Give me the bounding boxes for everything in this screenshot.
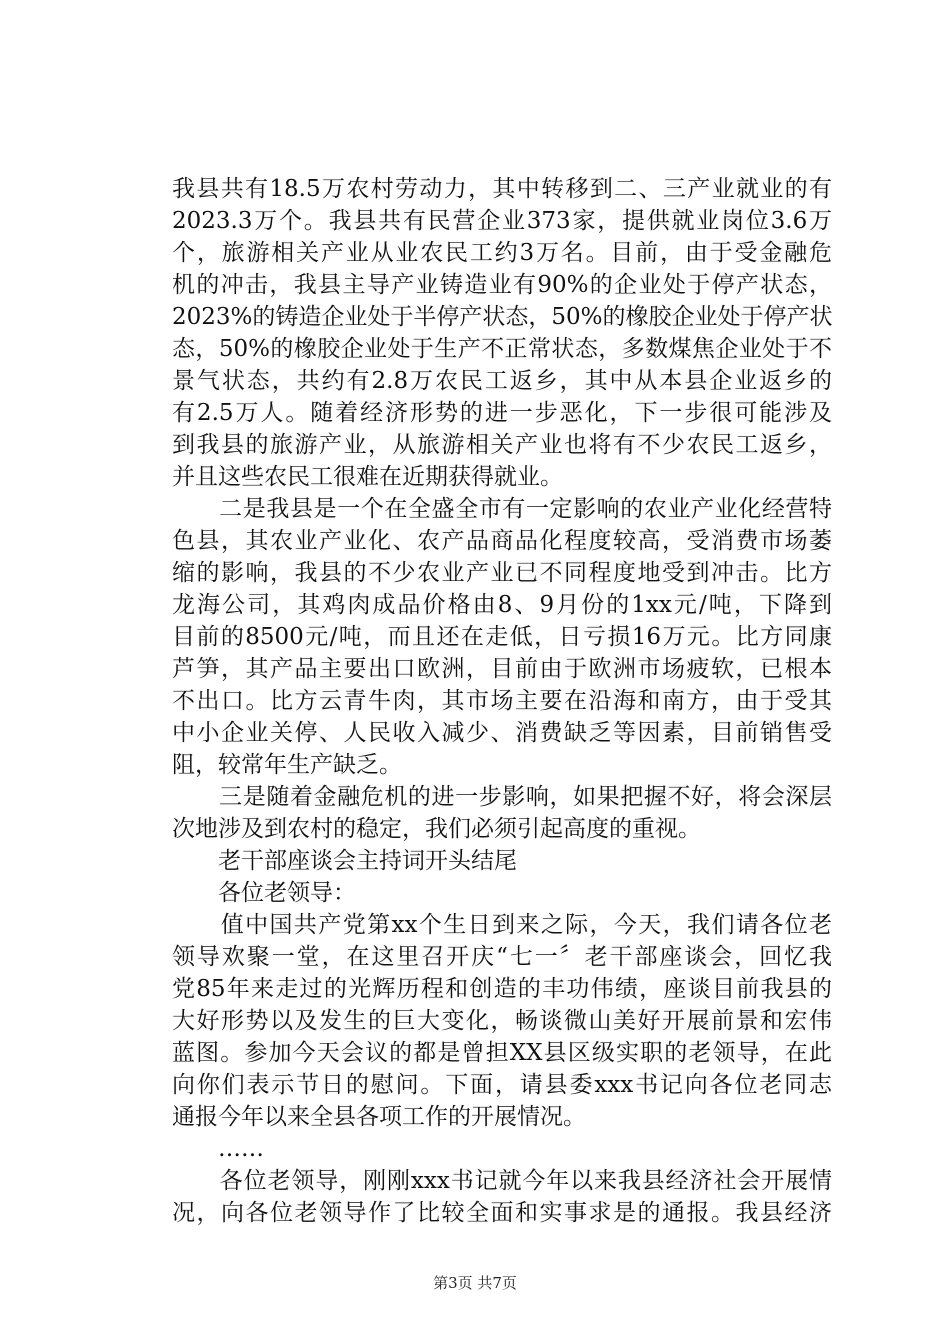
text-line: 各位老领导，刚刚xxx书记就今年以来我县经济社会开展情 xyxy=(172,1168,832,1194)
text-line: 态，50%的橡胶企业处于生产不正常状态，多数煤焦企业处于不 xyxy=(172,336,832,362)
text-line: 中小企业关停、人民收入减少、消费缺乏等因素，目前销售受 xyxy=(172,720,832,746)
text-line: 2023.3万个。我县共有民营企业373家，提供就业岗位3.6万 xyxy=(172,208,832,234)
text-line: 值中国共产党第xx个生日到来之际，今天，我们请各位老 xyxy=(172,912,832,938)
text-line: 目前的8500元/吨，而且还在走低，日亏损16万元。比方同康 xyxy=(172,624,832,650)
text-line: 通报今年以来全县各项工作的开展情况。 xyxy=(172,1104,586,1130)
text-line: 并且这些农民工很难在近期获得就业。 xyxy=(172,464,563,490)
text-line: 三是随着金融危机的进一步影响，如果把握不好，将会深层 xyxy=(172,784,832,810)
text-line: 缩的影响，我县的不少农业产业已不同程度地受到冲击。比方 xyxy=(172,560,832,586)
text-line: 不出口。比方云青牛肉，其市场主要在沿海和南方，由于受其 xyxy=(172,688,832,714)
text-line: 领导欢聚一堂，在这里召开庆“七一〞老干部座谈会，回忆我 xyxy=(172,944,832,970)
text-line: 色县，其农业产业化、农产品商品化程度较高，受消费市场萎 xyxy=(172,528,832,554)
text-line: 有2.5万人。随着经济形势的进一步恶化，下一步很可能涉及 xyxy=(172,400,832,426)
text-line: 到我县的旅游产业，从旅游相关产业也将有不少农民工返乡， xyxy=(172,432,832,458)
page-footer: 第3页 共7页 xyxy=(433,1274,517,1292)
text-line: 阻，较常年生产缺乏。 xyxy=(172,752,402,778)
text-line: 蓝图。参加今天会议的都是曾担XX县区级实职的老领导，在此 xyxy=(172,1040,832,1066)
text-line: 机的冲击，我县主导产业铸造业有90%的企业处于停产状态， xyxy=(172,272,832,298)
text-line: 我县共有18.5万农村劳动力，其中转移到二、三产业就业的有 xyxy=(172,176,832,202)
text-line: 向你们表示节日的慰问。下面，请县委xxx书记向各位老同志 xyxy=(172,1072,832,1098)
text-line: 个，旅游相关产业从业农民工约3万名。目前，由于受金融危 xyxy=(172,240,832,266)
text-line: 次地涉及到农村的稳定，我们必须引起高度的重视。 xyxy=(172,816,701,842)
text-line: 各位老领导： xyxy=(172,880,356,906)
text-line: 党85年来走过的光辉历程和创造的丰功伟绩，座谈目前我县的 xyxy=(172,976,832,1002)
document-body xyxy=(172,173,832,1229)
text-line: 况，向各位老领导作了比较全面和实事求是的通报。我县经济 xyxy=(172,1200,832,1226)
text-line: 龙海公司，其鸡肉成品价格由8、9月份的1xx元/吨，下降到 xyxy=(172,592,832,618)
text-line: 二是我县是一个在全盛全市有一定影响的农业产业化经营特 xyxy=(172,496,832,522)
text-line: …… xyxy=(172,1136,264,1162)
text-line: 大好形势以及发生的巨大变化，畅谈微山美好开展前景和宏伟 xyxy=(172,1008,832,1034)
text-line: 芦笋，其产品主要出口欧洲，目前由于欧洲市场疲软，已根本 xyxy=(172,656,832,682)
text-line: 景气状态，共约有2.8万农民工返乡，其中从本县企业返乡的 xyxy=(172,368,832,394)
text-line: 老干部座谈会主持词开头结尾 xyxy=(172,848,517,874)
text-line: 2023%的铸造企业处于半停产状态，50%的橡胶企业处于停产状 xyxy=(172,304,833,330)
